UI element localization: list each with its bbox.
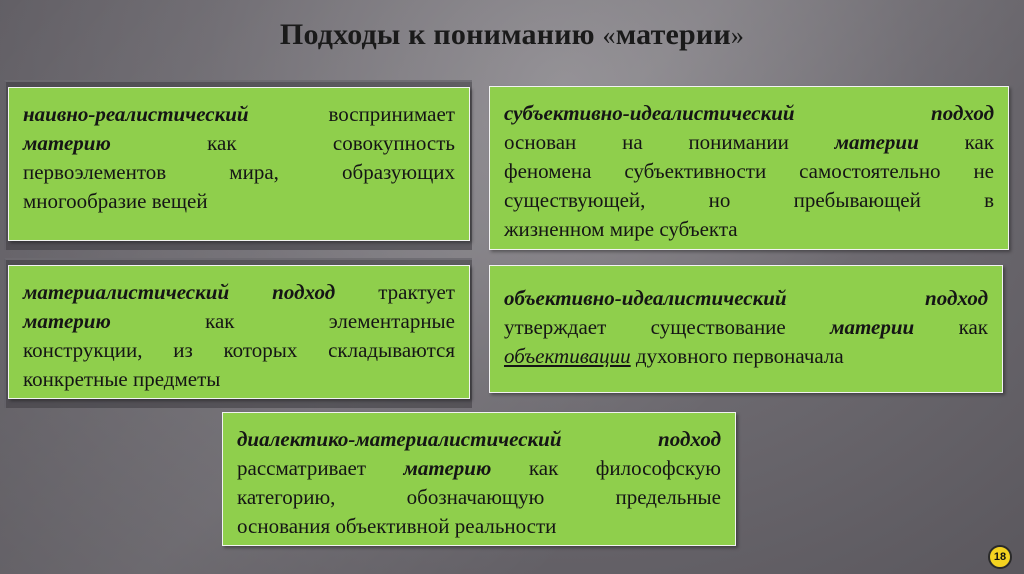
title-word: материи bbox=[615, 18, 731, 51]
title-open-quote: « bbox=[602, 21, 616, 50]
card-emphasis: материю bbox=[403, 456, 492, 480]
card-materialistic bbox=[8, 265, 470, 399]
card-line: первоэлементов мира, образующих bbox=[23, 160, 455, 184]
card-line bbox=[23, 100, 455, 129]
card-text: как bbox=[914, 315, 988, 339]
card-line: существующей, но пребывающей в bbox=[504, 188, 994, 212]
card-line bbox=[23, 278, 455, 307]
card-term: материалистический подход bbox=[23, 280, 336, 304]
card-term: наивно-реалистический bbox=[23, 102, 249, 126]
card-dialectical-materialistic bbox=[222, 412, 736, 546]
card-text: как совокупность bbox=[110, 131, 455, 155]
title-close-quote: » bbox=[730, 21, 745, 50]
card-term: субъективно-идеалистический подход bbox=[504, 101, 994, 125]
card-emphasis: материи bbox=[830, 315, 915, 339]
card-line: конструкции, из которых складываются bbox=[23, 338, 455, 362]
card-line: жизненном мире субъекта bbox=[504, 217, 738, 241]
card-line: конкретные предметы bbox=[23, 367, 221, 391]
card-line bbox=[504, 99, 994, 128]
card-text: рассматривает bbox=[237, 456, 404, 480]
card-emphasis: объективации bbox=[504, 344, 631, 368]
card-emphasis: материю bbox=[23, 309, 111, 333]
card-text: духовного первоначала bbox=[630, 344, 844, 368]
card-text: основан на понимании bbox=[504, 130, 835, 154]
card-line: категорию, обозначающую предельные bbox=[237, 485, 721, 509]
card-line bbox=[23, 307, 455, 336]
card-line: основания объективной реальности bbox=[237, 514, 557, 538]
card-line bbox=[23, 129, 455, 158]
title-main: Подходы к пониманию bbox=[279, 18, 603, 51]
card-subjective-idealistic bbox=[489, 86, 1009, 250]
card-line bbox=[504, 284, 988, 313]
card-emphasis: материю bbox=[23, 131, 111, 155]
card-objective-idealistic bbox=[489, 265, 1003, 393]
page-number-badge: 18 bbox=[988, 545, 1012, 569]
card-line bbox=[504, 128, 994, 157]
card-line bbox=[237, 454, 721, 483]
card-text: трактует bbox=[335, 280, 455, 304]
card-term: объективно-идеалистический подход bbox=[504, 286, 988, 310]
slide-title bbox=[0, 18, 1024, 52]
card-text: утверждает существование bbox=[504, 315, 831, 339]
card-text: как философскую bbox=[491, 456, 721, 480]
card-text: воспринимает bbox=[248, 102, 455, 126]
card-emphasis: материи bbox=[834, 130, 919, 154]
card-naive-realistic bbox=[8, 87, 470, 241]
card-line: феномена субъективности самостоятельно не bbox=[504, 159, 994, 183]
card-term: диалектико-материалистический подход bbox=[237, 427, 721, 451]
card-line bbox=[504, 342, 988, 371]
card-line bbox=[237, 425, 721, 454]
card-text: как bbox=[918, 130, 994, 154]
card-text: как элементарные bbox=[110, 309, 455, 333]
card-line bbox=[504, 313, 988, 342]
card-line: многообразие вещей bbox=[23, 189, 208, 213]
